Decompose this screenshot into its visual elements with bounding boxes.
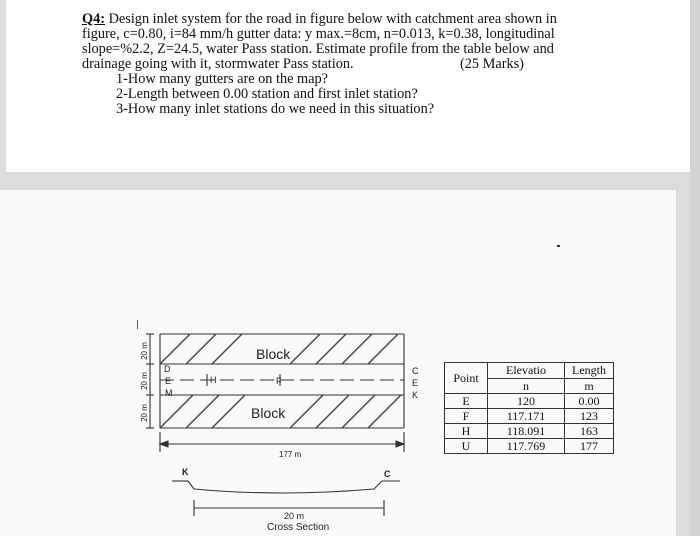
cell-elevation: 118.091 [488, 424, 565, 439]
sub-question-2: 2-Length between 0.00 station and first inlet station? [116, 86, 418, 102]
label-F: F [276, 376, 282, 386]
cross-width-label: 20 m [284, 511, 305, 521]
dim-label-bottom: 20 m [140, 404, 149, 422]
cross-section-title: Cross Section [267, 522, 330, 533]
cell-length: 123 [565, 409, 614, 424]
marks-label: (25 Marks) [460, 56, 524, 72]
label-C: C [412, 366, 419, 376]
question-line-3: slope=%2.2, Z=24.5, water Pass station. Estimate profile from the table below and [82, 41, 554, 57]
cell-length: 0.00 [565, 394, 614, 409]
label-K: K [412, 390, 419, 400]
cell-point: U [445, 439, 488, 454]
header-elevation-2: n [488, 378, 565, 394]
block-label-bottom: Block [251, 405, 286, 421]
cell-elevation: 117.769 [488, 439, 565, 454]
table-header-row [445, 363, 614, 379]
label-H: H [210, 375, 217, 385]
cell-point: E [445, 394, 488, 409]
question-line-1: Q4: Design inlet system for the road in figure below with catchment area shown in [82, 11, 557, 27]
length-label: 177 m [279, 450, 302, 459]
question-line-2: figure, c=0.80, i=84 mm/h gutter data: y max.=8cm, n=0.013, k=0.38, longitudinal [82, 26, 555, 42]
dim-label-mid: 20 m [140, 372, 149, 390]
header-length: Length [565, 363, 614, 379]
cell-point: F [445, 409, 488, 424]
cell-elevation: 117.171 [488, 409, 565, 424]
label-D: D [164, 364, 171, 374]
header-point: Point [445, 363, 488, 394]
header-length-unit: m [565, 378, 614, 394]
question-line-4: drainage going with it, stormwater Pass station. [82, 56, 354, 72]
cell-length: 177 [565, 439, 614, 454]
cell-elevation: 120 [488, 394, 565, 409]
table-row [445, 394, 614, 409]
block-label-top: Block [256, 346, 291, 362]
cross-label-K: K [182, 467, 189, 477]
table-row [445, 424, 614, 439]
header-elevation: Elevatio [488, 363, 565, 379]
question-number: Q4: [82, 11, 106, 27]
table-row [445, 439, 614, 454]
table-row [445, 409, 614, 424]
label-E2: E [412, 378, 419, 388]
sub-question-1: 1-How many gutters are on the map? [116, 71, 329, 87]
label-E: E [165, 376, 172, 386]
cross-label-C: C [384, 469, 391, 479]
elevation-table [444, 362, 614, 454]
cell-length: 163 [565, 424, 614, 439]
label-M: M [165, 388, 173, 398]
cell-point: H [445, 424, 488, 439]
sub-question-3: 3-How many inlet stations do we need in this situation? [116, 101, 435, 117]
dim-label-top: 20 m [140, 342, 149, 360]
